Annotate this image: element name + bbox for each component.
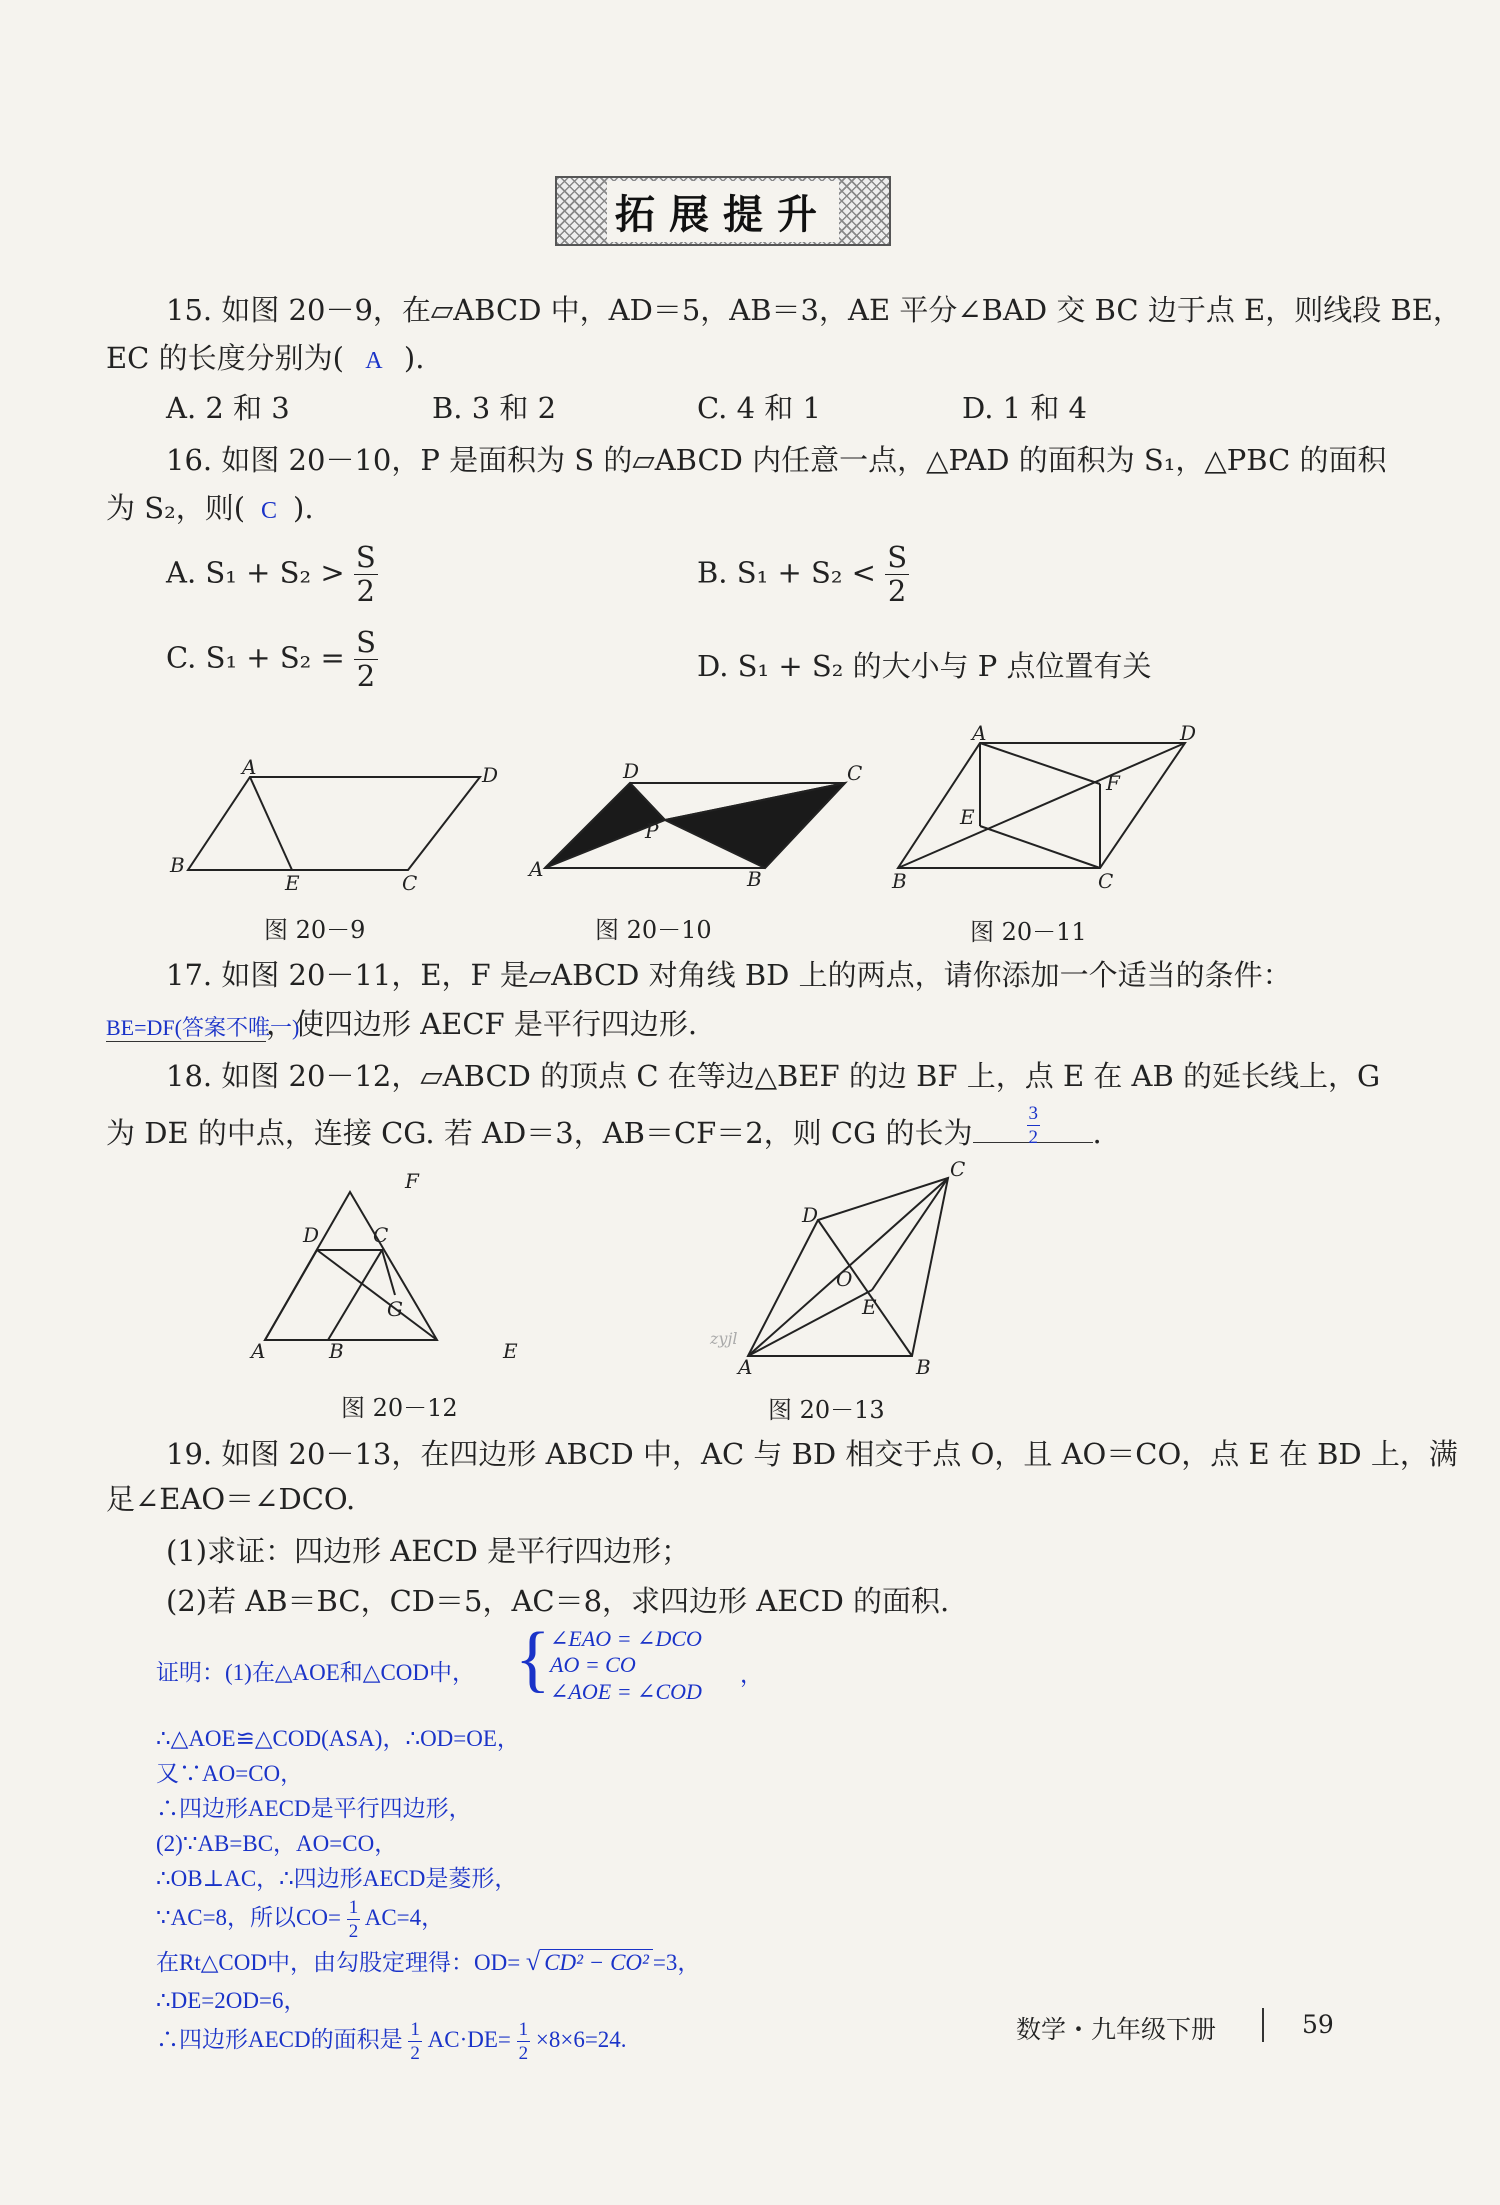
footer-divider	[1262, 2008, 1264, 2042]
sol-line4: ∴四边形AECD是平行四边形，	[156, 1796, 472, 1821]
q16-answer: C	[261, 498, 278, 524]
sol-line3: 又∵AO=CO，	[156, 1761, 304, 1786]
label-c: C	[950, 1157, 966, 1181]
label-b: B	[916, 1355, 931, 1379]
label-b: B	[170, 853, 185, 877]
caption-20-11: 图 20－11	[970, 918, 1087, 946]
label-e: E	[862, 1295, 877, 1319]
q16-line2: 为 S₂，则( C ).	[106, 491, 314, 525]
q19-part1: (1)求证：四边形 AECD 是平行四边形；	[166, 1534, 691, 1568]
label-e: E	[960, 805, 975, 829]
sol-intro: 证明：(1)在△AOE和△COD中，	[156, 1660, 476, 1685]
q15-option-a: A. 2 和 3	[166, 391, 290, 425]
figure-20-11	[880, 718, 1210, 898]
q16-option-c: C. S₁ + S₂ = $\frac{S}{2}$	[166, 625, 376, 693]
label-d: D	[623, 759, 640, 783]
label-c: C	[847, 761, 863, 785]
fraction-s-over-2: $\frac{S}{2}$	[887, 540, 908, 608]
sol-line6: ∴OB⊥AC，∴四边形AECD是菱形，	[156, 1866, 518, 1891]
q15-option-d: D. 1 和 4	[962, 391, 1087, 425]
q16-option-d: D. S₁ + S₂ 的大小与 P 点位置有关	[697, 649, 1152, 683]
q15-line1: 15. 如图 20－9，在▱ABCD 中，AD＝5，AB＝3，AE 平分∠BAD 交 BC 边于点 E，则线段 BE，	[166, 293, 1462, 327]
sol-line2: ∴△AOE≌△COD(ASA)，∴OD=OE，	[156, 1726, 520, 1751]
sol-line5: (2)∵AB=BC，AO=CO，	[156, 1831, 398, 1856]
label-e: E	[285, 871, 300, 895]
label-a: A	[972, 721, 987, 745]
label-c: C	[402, 871, 418, 895]
label-b: B	[892, 869, 907, 893]
figure-20-12	[245, 1169, 545, 1363]
label-d: D	[303, 1223, 320, 1247]
fraction-s-over-2: $\frac{S}{2}$	[356, 625, 376, 693]
sol-system: ∠EAO = ∠DCO AO = CO ∠AOE = ∠COD	[550, 1626, 702, 1704]
label-a: A	[242, 755, 257, 779]
label-g: G	[387, 1297, 403, 1321]
fraction-s-over-2: $\frac{S}{2}$	[355, 540, 376, 608]
q18-line2: 为 DE 的中点，连接 CG. 若 AD＝3，AB＝CF＝2，则 CG 的长为 $\frac{3}{2}$ .	[106, 1103, 1102, 1150]
label-a: A	[529, 857, 544, 881]
figure-20-9	[160, 752, 510, 895]
label-p: P	[645, 819, 659, 843]
label-c: C	[1098, 869, 1114, 893]
sol-line9: ∴DE=2OD=6，	[156, 1988, 307, 2013]
caption-20-9: 图 20－9	[264, 916, 366, 944]
q15-answer: A	[365, 348, 383, 374]
label-c: C	[373, 1223, 389, 1247]
q18-line1: 18. 如图 20－12，▱ABCD 的顶点 C 在等边△BEF 的边 BF 上，点 E 在 AB 的延长线上，G	[166, 1059, 1381, 1093]
q15-option-b: B. 3 和 2	[432, 391, 557, 425]
label-a: A	[738, 1355, 753, 1379]
caption-20-10: 图 20－10	[595, 916, 712, 944]
q15-option-c: C. 4 和 1	[697, 391, 821, 425]
label-d: D	[802, 1203, 819, 1227]
label-a: A	[251, 1339, 266, 1363]
q17-line1: 17. 如图 20－11，E，F 是▱ABCD 对角线 BD 上的两点，请你添加一个适当的条件：	[166, 958, 1292, 992]
page-number: 59	[1302, 2010, 1334, 2039]
q19-line1: 19. 如图 20－13，在四边形 ABCD 中，AC 与 BD 相交于点 O，且 AO＝CO，点 E 在 BD 上，满	[166, 1437, 1458, 1471]
sol-radicand: CD² − CO²	[540, 1949, 653, 1975]
sol-brace: {	[515, 1618, 551, 1700]
label-o: O	[836, 1267, 853, 1291]
section-title: 拓展提升	[607, 181, 839, 242]
caption-20-12: 图 20－12	[341, 1394, 458, 1422]
label-e: E	[503, 1339, 518, 1363]
label-b: B	[329, 1339, 344, 1363]
q16-option-a: A. S₁ + S₂ > $\frac{S}{2}$	[166, 540, 376, 608]
label-f: F	[405, 1169, 419, 1193]
q17-answer: BE=DF(答案不唯一)	[106, 1014, 266, 1043]
label-b: B	[747, 867, 762, 891]
q16-line1: 16. 如图 20－10，P 是面积为 S 的▱ABCD 内任意一点，△PAD 的面积为 S₁，△PBC 的面积	[166, 443, 1387, 477]
figure-20-13	[700, 1157, 966, 1379]
label-d: D	[482, 763, 499, 787]
label-f: F	[1106, 771, 1120, 795]
q17-line2: BE=DF(答案不唯一)，使四边形 AECF 是平行四边形.	[106, 1007, 698, 1041]
sol-line8: 在Rt△COD中，由勾股定理得：OD= √ CD² − CO² =3，	[156, 1947, 701, 1976]
sol-line10: ∴四边形AECD的面积是 $\frac{1}{2}$ AC·DE= $\frac{1}{2}$ ×8×6=24.	[156, 2019, 627, 2064]
q15-line2: EC 的长度分别为( A ).	[106, 341, 425, 375]
q16-option-b: B. S₁ + S₂ < $\frac{S}{2}$	[697, 540, 908, 608]
footer-book-title: 数学・九年级下册	[1016, 2015, 1217, 2044]
caption-20-13: 图 20－13	[768, 1396, 885, 1424]
q18-answer: $\frac{3}{2}$	[1028, 1103, 1039, 1148]
sol-system-tail: ，	[740, 1662, 763, 1687]
label-d: D	[1180, 721, 1197, 745]
figure-20-10	[525, 758, 865, 893]
q19-line2: 足∠EAO＝∠DCO.	[106, 1482, 356, 1516]
q19-part2: (2)若 AB＝BC，CD＝5，AC＝8，求四边形 AECD 的面积.	[166, 1584, 950, 1618]
watermark: zyjl	[710, 1329, 738, 1348]
sol-line7: ∵AC=8，所以CO= $\frac{1}{2}$ AC=4，	[156, 1897, 445, 1942]
